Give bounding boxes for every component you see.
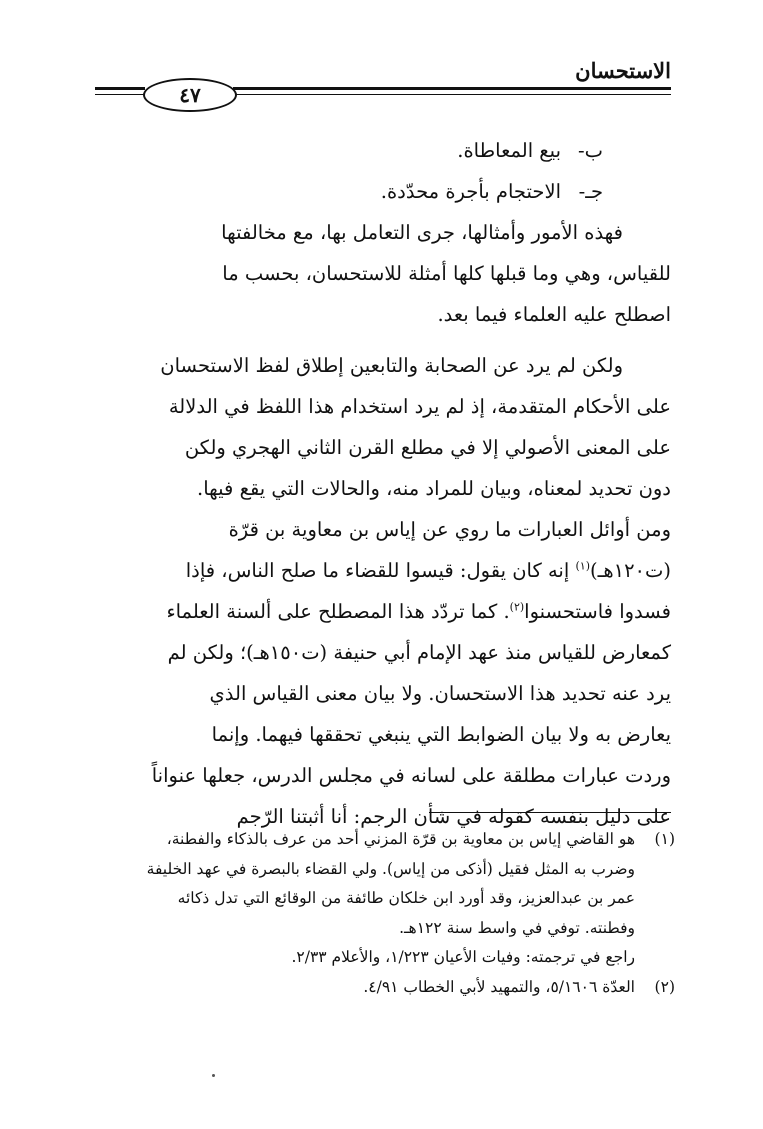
text-line: على الأحكام المتقدمة، إذ لم يرد استخدام هذا اللفظ في الدلالة bbox=[168, 395, 671, 418]
list-item-label: ب- bbox=[578, 139, 603, 162]
text-line: دون تحديد لمعناه، وبيان للمراد منه، والحالات التي يقع فيها. bbox=[197, 477, 671, 500]
text-line: ولكن لم يرد عن الصحابة والتابعين إطلاق لفظ الاستحسان bbox=[160, 354, 623, 377]
header-rule-right bbox=[233, 87, 671, 95]
print-speck bbox=[212, 1074, 215, 1077]
text-line: على المعنى الأصولي إلا في مطلع القرن الثاني الهجري ولكن bbox=[184, 436, 671, 459]
text-line bbox=[100, 550, 671, 591]
footnote-line: وضرب به المثل فقيل (أذكى من إياس). ولي القضاء بالبصرة في عهد الخليفة bbox=[146, 859, 635, 878]
footnote-reference: راجع في ترجمته: وفيات الأعيان ١/٢٢٣، والأعلام ٢/٣٣. bbox=[291, 948, 635, 966]
list-item-text: بيع المعاطاة. bbox=[457, 139, 561, 162]
text-line: وردت عبارات مطلقة على لسانه في مجلس الدرس، جعلها عنواناً bbox=[151, 764, 671, 787]
text-line: يرد عنه تحديد هذا الاستحسان. ولا بيان معنى القياس الذي bbox=[209, 682, 671, 705]
footnote-line: هو القاضي إياس بن معاوية بن قرّة المزني أحد من عرف بالذكاء والفطنة، bbox=[166, 830, 635, 848]
footnote-line: عمر بن عبدالعزيز، وقد أورد ابن خلكان طائفة من الوقائع التي تدل ذكائه bbox=[177, 889, 635, 907]
paragraph bbox=[100, 212, 671, 335]
text-line: ومن أوائل العبارات ما روي عن إياس بن معاوية بن قرّة bbox=[228, 518, 671, 541]
text-fragment: (ت١٢٠هـ) bbox=[590, 559, 671, 582]
list-item bbox=[100, 130, 603, 171]
footnote-marker[interactable]: (١) bbox=[575, 559, 590, 573]
footnote-body bbox=[100, 825, 635, 943]
text-line: كمعارض للقياس منذ عهد الإمام أبي حنيفة (ت١٥٠هـ)؛ ولكن لم bbox=[167, 641, 671, 664]
text-fragment: إنه كان يقول: قيسوا للقضاء ما صلح الناس، فإذا bbox=[185, 559, 570, 582]
header-rule-left bbox=[95, 87, 145, 95]
text-line: للقياس، وهي وما قبلها كلها أمثلة للاستحسان، بحسب ما bbox=[222, 262, 671, 285]
text-line: اصطلح عليه العلماء فيما بعد. bbox=[437, 303, 671, 326]
text-line: فهذه الأمور وأمثالها، جرى التعامل بها، مع مخالفتها bbox=[221, 221, 623, 244]
footnote-line: العدّة ٥/١٦٠٦، والتمهيد لأبي الخطاب ٤/٩١. bbox=[363, 977, 635, 996]
text-line: يعارض به ولا بيان الضوابط التي ينبغي تحققها فيهما. وإنما bbox=[211, 723, 671, 746]
text-line bbox=[100, 591, 671, 632]
text-line: على دليل بنفسه كقوله في شأن الرجم: أنا أثبتنا الرّجم bbox=[236, 805, 671, 828]
text-fragment: فسدوا فاستحسنوا bbox=[524, 600, 671, 623]
footnote bbox=[100, 825, 675, 943]
footnote bbox=[100, 973, 675, 1003]
text-fragment: . كما تردّد هذا المصطلح على ألسنة العلماء bbox=[166, 600, 510, 623]
paragraph bbox=[100, 345, 671, 837]
footnotes bbox=[100, 825, 675, 1002]
running-title: الاستحسان bbox=[575, 58, 671, 83]
list-item-label: جـ- bbox=[578, 180, 603, 203]
list-item-text: الاحتجام بأجرة محدّدة. bbox=[380, 180, 561, 203]
list-item bbox=[100, 171, 603, 212]
footnote-body bbox=[100, 973, 635, 1003]
main-text bbox=[100, 130, 671, 837]
footnote-number: (١) bbox=[654, 830, 675, 848]
footnote-marker[interactable]: (٢) bbox=[509, 600, 525, 614]
footnote-separator bbox=[429, 812, 671, 813]
footnote-line: وفطنته. توفي في واسط سنة ١٢٢هـ. bbox=[399, 918, 635, 937]
page-number-badge: ٤٧ bbox=[143, 78, 237, 112]
page-header bbox=[95, 58, 671, 110]
footnote-number: (٢) bbox=[654, 977, 675, 996]
